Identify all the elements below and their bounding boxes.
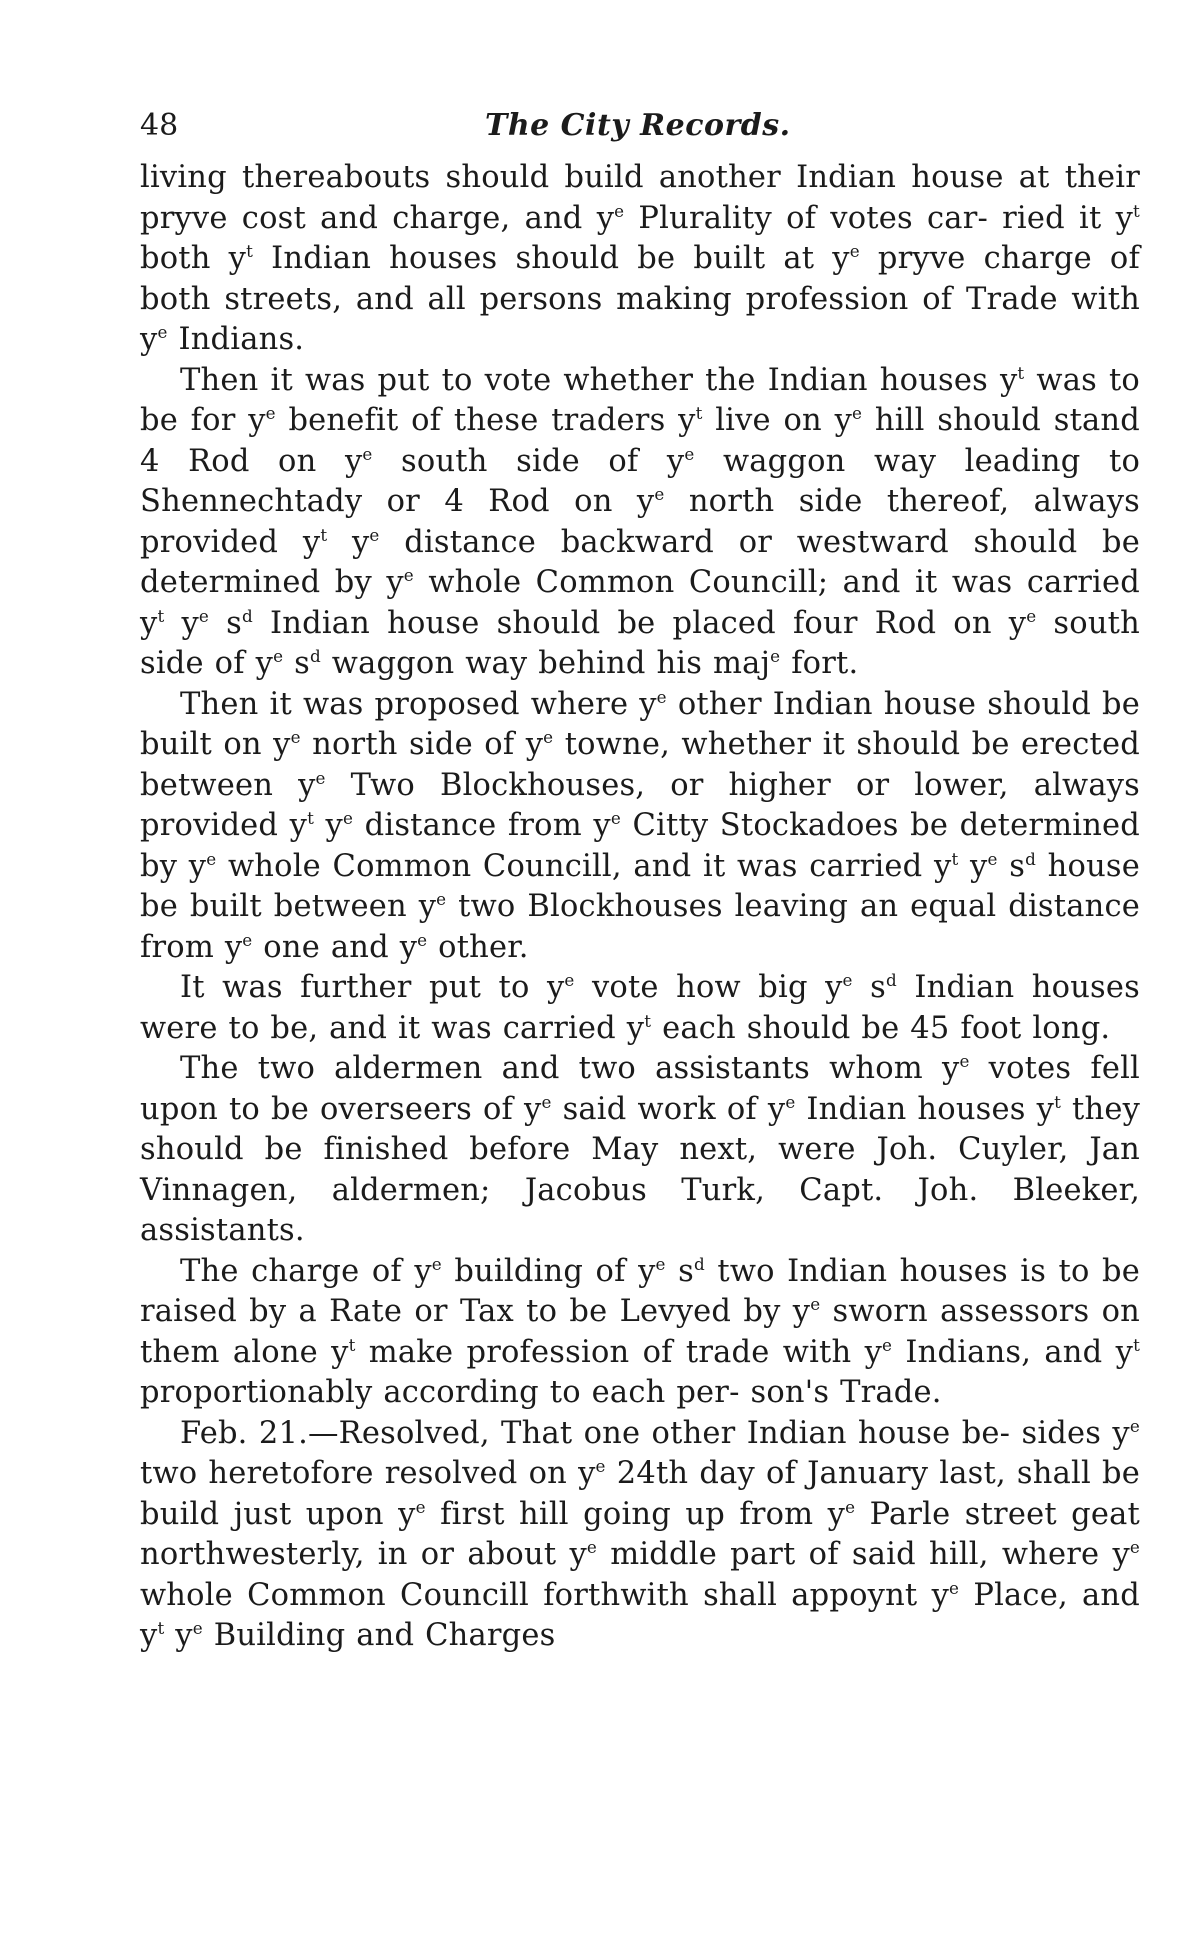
paragraph-vote-location-south: Then it was put to vote whether the Indian houses $y^t$ was to be for $y^e$ benefit of these traders $y^t$ live on $y^e$ hill should stand 4 Rod on $y^e$ south side of $y^e$ waggon way leading to Shennechtady or 4 Rod on $y^e$ north side thereof, always provided $y^t$ $y^e$ distance backward or westward should be determined by $y^e$ whole Common Councill; and it was carried $y^t$ $y^e$ $s^d$ Indian house should be placed four Rod on $y^e$ south side of $y^e$ $s^d$ waggon way behind his maj$^e$ fort. <box>140 362 1141 681</box>
paragraph-house-size: It was further put to $y^e$ vote how big $y^e$ $s^d$ Indian houses were to be, and it was carried $y^t$ each should be 45 foot long. <box>140 970 1140 1046</box>
paragraph-continued: living thereabouts should build another Indian house at their pryve cost and charge, and $y^e$ Plurality of votes car- ried it $y^t$ both $y^t$ Indian houses should be built at $y^e$ pryve charge of both streets, and all persons making profession of Trade with $y^e$ Indians. <box>140 160 1140 357</box>
paragraph-overseers: The two aldermen and two assistants whom $y^e$ votes fell upon to be overseers of $y^e$ said work of $y^e$ Indian houses $y^t$ they should be finished before May next, were Joh. Cuyler, Jan Vinnagen, aldermen; Jacobus Turk, Capt. Joh. Bleeker, assistants. <box>140 1051 1140 1248</box>
paragraph-vote-location-north: Then it was proposed where $y^e$ other Indian house should be built on $y^e$ north side of $y^e$ towne, whether it should be erected between $y^e$ Two Blockhouses, or higher or lower, always provided $y^t$ $y^e$ distance from $y^e$ Citty Stockadoes be determined by $y^e$ whole Common Councill, and it was carried $y^t$ $y^e$ $s^d$ house be built between $y^e$ two Blockhouses leaving an equal distance from $y^e$ one and $y^e$ other. <box>140 686 1141 965</box>
book-page <box>140 108 1140 1657</box>
paragraph-tax: The charge of $y^e$ building of $y^e$ $s^d$ two Indian houses is to be raised by a Rate or Tax to be Levyed by $y^e$ sworn assessors on them alone $y^t$ make profession of trade with $y^e$ Indians, and $y^t$ proportionably according to each per- son's Trade. <box>140 1253 1141 1410</box>
running-head <box>140 108 1140 158</box>
page-body <box>140 158 1140 1657</box>
page-number: 48 <box>140 108 179 143</box>
paragraph-feb-21-resolution: Feb. 21.—Resolved, That one other Indian house be- sides $y^e$ two heretofore resolved on $y^e$ 24th day of January last, shall be build just upon $y^e$ first hill going up from $y^e$ Parle street geat northwesterly, in or about $y^e$ middle part of said hill, where $y^e$ whole Common Councill forthwith shall appoynt $y^e$ Place, and $y^t$ $y^e$ Building and Charges <box>140 1415 1140 1653</box>
running-title: The City Records. <box>485 108 791 143</box>
